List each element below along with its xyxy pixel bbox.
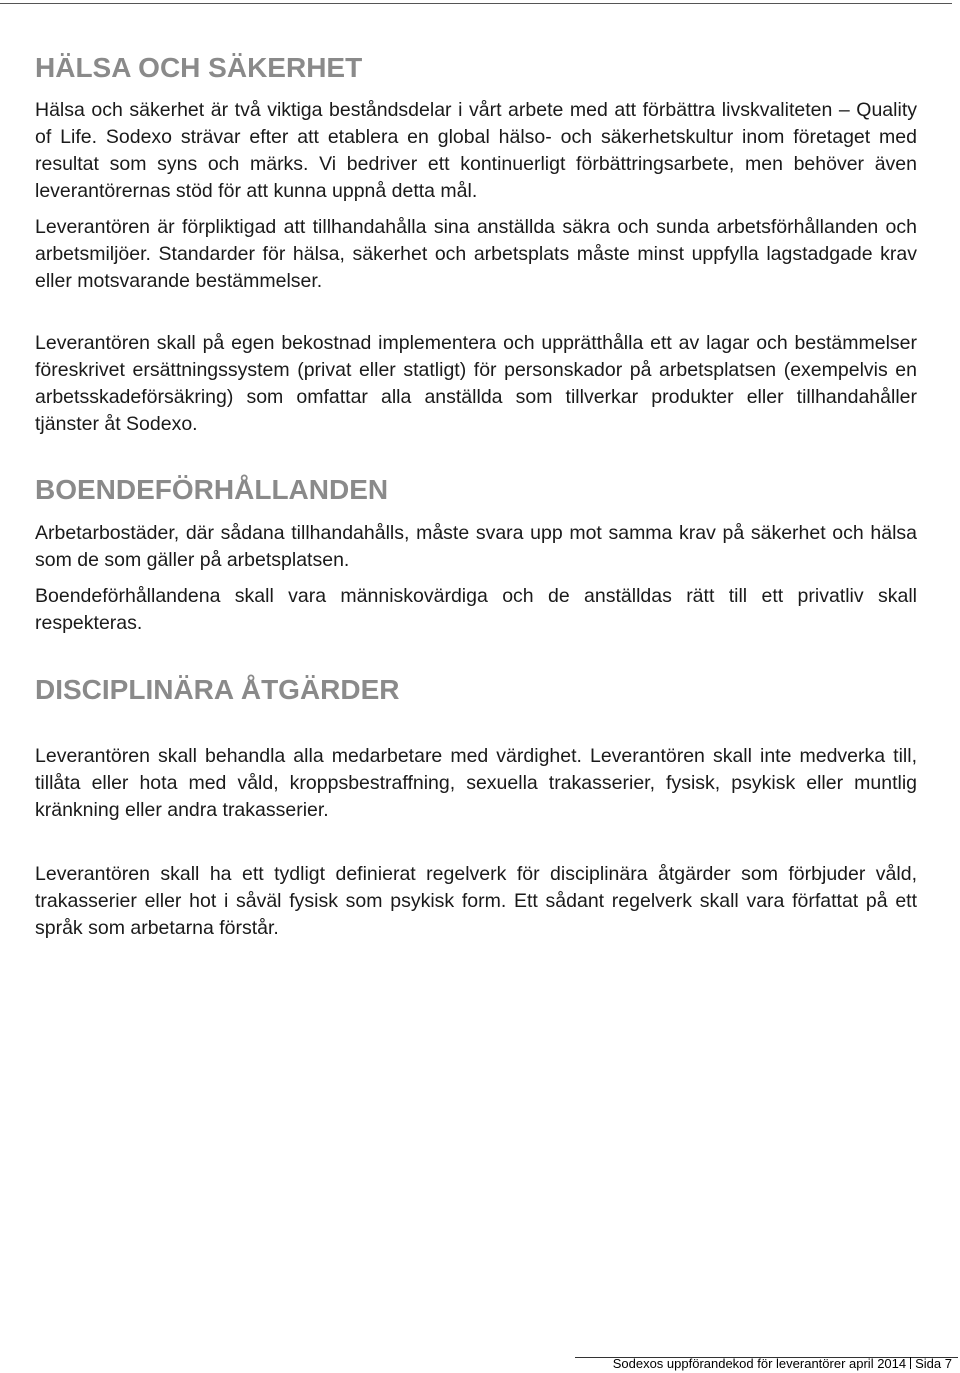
paragraph-halsa-3: Leverantören skall på egen bekostnad implementera och upprätthålla ett av lagar och bestämmelser föreskrivet ersättningssystem (privat eller statligt) för personskador på arbetsplatsen (exempelvis en arbetsskadeförsäkring) som omfattar alla anställda som tillverkar produkter eller tillhandahåller tjänster åt Sodexo.	[35, 332, 917, 435]
paragraph-boende-1: Arbetarbostäder, där sådana tillhandahålls, måste svara upp mot samma krav på säkerhet och hälsa som de som gäller på arbetsplatsen.	[35, 522, 917, 571]
page-content	[35, 52, 917, 942]
top-rule	[0, 3, 952, 4]
paragraph-halsa-1: Hälsa och säkerhet är två viktiga beståndsdelar i vårt arbete med att förbättra livskvaliteten – Quality of Life. Sodexo strävar efter att etablera en global hälso- och säkerhetskultur inom företaget med resultat som syns och märks. Vi bedriver ett kontinuerligt förbättringsarbete, men behöver även leverantörernas stöd för att kunna uppnå detta mål.	[35, 99, 917, 202]
footer-page-number: Sida 7	[915, 1356, 952, 1371]
paragraph-disciplin-2: Leverantören skall ha ett tydligt definierat regelverk för disciplinära åtgärder som förbjuder våld, trakasserier eller hot i såväl fysisk som psykisk form. Ett sådant regelverk skall vara författat på ett språk som arbetarna förstår.	[35, 863, 917, 939]
footer-separator	[910, 1357, 911, 1369]
paragraph-disciplin-1: Leverantören skall behandla alla medarbetare med värdighet. Leverantören skall inte medverka till, tillåta eller hota med våld, kroppsbestraffning, sexuella trakasserier, fysisk, psykisk eller muntlig kränkning eller andra trakasserier.	[35, 745, 917, 821]
section-heading-disciplin: DISCIPLINÄRA ÅTGÄRDER	[35, 674, 400, 705]
section-heading-halsa: HÄLSA OCH SÄKERHET	[35, 52, 363, 83]
section-heading-boende: BOENDEFÖRHÅLLANDEN	[35, 474, 389, 505]
paragraph-halsa-2: Leverantören är förpliktigad att tillhandahålla sina anställda säkra och sunda arbetsförhållanden och arbetsmiljöer. Standarder för hälsa, säkerhet och arbetsplats måste minst uppfylla lagstadgade krav eller motsvarande bestämmelser.	[35, 216, 917, 292]
footer-document-title: Sodexos uppförandekod för leverantörer april 2014	[612, 1356, 907, 1371]
paragraph-boende-2: Boendeförhållandena skall vara människovärdiga och de anställdas rätt till ett privatliv skall respekteras.	[35, 585, 917, 634]
page-footer	[613, 1356, 952, 1371]
